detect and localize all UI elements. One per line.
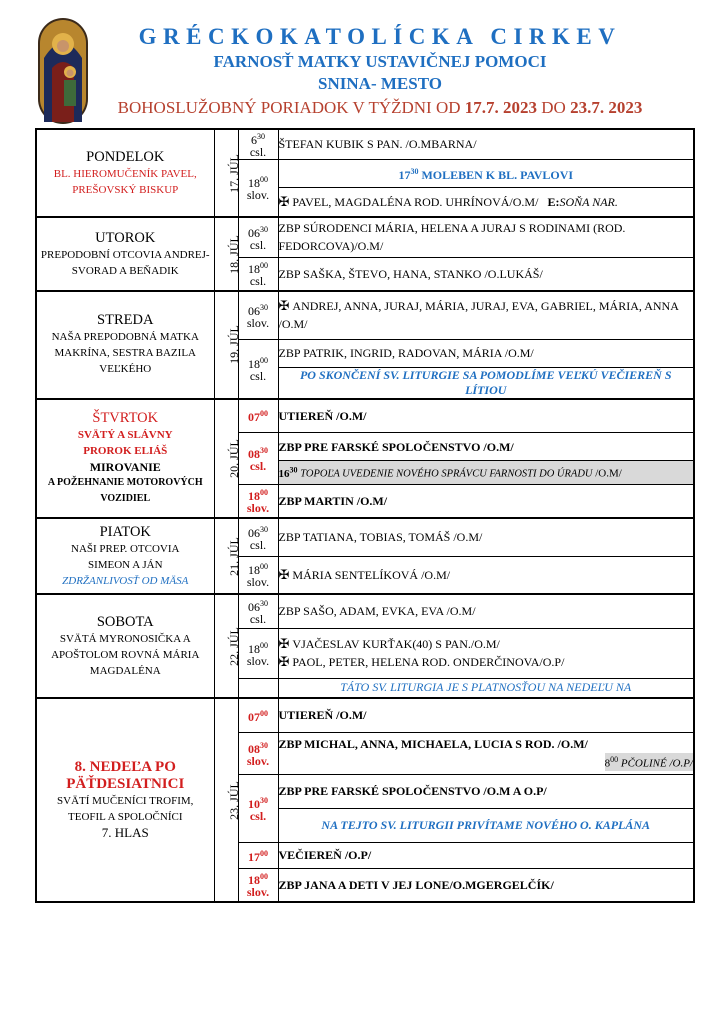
intention: ZBP PRE FARSKÉ SPOLOČENSTVO /O.M/ bbox=[278, 433, 694, 461]
table-row bbox=[36, 594, 694, 628]
table-row bbox=[36, 518, 694, 556]
intention: ZBP PRE FARSKÉ SPOLOČENSTVO /O.M A O.P/ bbox=[278, 774, 694, 808]
date-label: 18. JÚL bbox=[226, 234, 241, 274]
time-cell: $6^{30}$ csl. bbox=[238, 129, 278, 159]
table-row bbox=[36, 698, 694, 732]
table-row bbox=[36, 217, 694, 257]
day-cell-monday: PONDELOK BL. HIEROMUČENÍK PAVEL, PREŠOVSKÝ BISKUP bbox=[36, 129, 214, 217]
cross-icon: ✠ bbox=[278, 298, 290, 314]
time-cell: $06^{30}$ csl. bbox=[238, 518, 278, 556]
time-cell: $18^{00}$ slov. bbox=[238, 868, 278, 902]
time-cell: $06^{30}$ csl. bbox=[238, 217, 278, 257]
intention: ✠ MÁRIA SENTELÍKOVÁ /O.M/ bbox=[278, 556, 694, 594]
time-cell: $18^{00}$ csl. bbox=[238, 257, 278, 291]
time-cell: $06^{30}$ csl. bbox=[238, 594, 278, 628]
intention: ZBP PATRIK, INGRID, RADOVAN, MÁRIA /O.M/ bbox=[278, 339, 694, 367]
day-cell-friday: PIATOK NAŠI PREP. OTCOVIA SIMEON A JÁN ZDRŽANLIVOSŤ OD MÄSA bbox=[36, 518, 214, 594]
cross-icon: ✠ bbox=[278, 566, 290, 582]
time-cell: $18^{00}$ slov. bbox=[238, 159, 278, 217]
time-cell: $18^{00}$ slov. bbox=[238, 556, 278, 594]
event-note: TÁTO SV. LITURGIA JE S PLATNOSŤOU NA NEDEĽU NA bbox=[278, 678, 694, 698]
table-row bbox=[36, 291, 694, 339]
date-label: 22. JÚL bbox=[226, 626, 241, 666]
table-row bbox=[36, 129, 694, 159]
intention: ✠ ANDREJ, ANNA, JURAJ, MÁRIA, JURAJ, EVA, GABRIEL, MÁRIA, ANNA /O.M/ bbox=[278, 291, 694, 339]
day-cell-sunday: 8. NEDEĽA PO PÄŤDESIATNICI SVÄTÍ MUČENÍCI TROFIM, TEOFIL A SPOLOČNÍCI 7. HLAS bbox=[36, 698, 214, 902]
intention: ZBP SAŠKA, ŠTEVO, HANA, STANKO /O.LUKÁŠ/ bbox=[278, 257, 694, 291]
intention: ZBP MICHAL, ANNA, MICHAELA, LUCIA S ROD. /O.M/ $8^{00}$ PČOLINÉ /O.P/ bbox=[278, 732, 694, 774]
intention: UTIEREŇ /O.M/ bbox=[278, 399, 694, 433]
event-note: NA TEJTO SV. LITURGII PRIVÍTAME NOVÉHO O. KAPLÁNA bbox=[278, 808, 694, 842]
day-cell-saturday: SOBOTA SVÄTÁ MYRONOSIČKA A APOŠTOLOM ROVNÁ MÁRIA MAGDALÉNA bbox=[36, 594, 214, 698]
time-cell: $17^{00}$ bbox=[238, 842, 278, 868]
day-cell-tuesday: UTOROK PREPODOBNÍ OTCOVIA ANDREJ-SVORAD A BEŇADIK bbox=[36, 217, 214, 291]
time-cell: $18^{00}$ slov. bbox=[238, 484, 278, 518]
time-cell: $07^{00}$ bbox=[238, 698, 278, 732]
intention: ✠ PAVEL, MAGDALÉNA ROD. UHRÍNOVÁ/O.M/ E:SOŇA NAR. bbox=[278, 187, 694, 217]
date-label: 19. JÚL bbox=[226, 325, 241, 365]
event-note: $17^{30}$ MOLEBEN K BL. PAVLOVI bbox=[278, 159, 694, 187]
time-cell: $08^{30}$ csl. bbox=[238, 433, 278, 485]
town-name: SNINA- MESTO bbox=[318, 74, 442, 93]
intention: ŠTEFAN KUBIK S PAN. /O.MBARNA/ bbox=[278, 129, 694, 159]
intention: ZBP SÚRODENCI MÁRIA, HELENA A JURAJ S RODINAMI (ROD. FEDORCOVA)/O.M/ bbox=[278, 217, 694, 257]
cross-icon: ✠ bbox=[278, 636, 290, 652]
time-cell: $07^{00}$ bbox=[238, 399, 278, 433]
intention: UTIEREŇ /O.M/ bbox=[278, 698, 694, 732]
date-label: 17. JÚL bbox=[226, 153, 241, 193]
schedule-range: BOHOSLUŽOBNÝ PORIADOK V TÝŽDNI OD 17.7. 2023 DO 23.7. 2023 bbox=[117, 98, 643, 117]
time-cell: $18^{00}$ csl. bbox=[238, 339, 278, 399]
day-cell-wednesday: STREDA NAŠA PREPODOBNÁ MATKA MAKRÍNA, SESTRA BAZILA VEĽKÉHO bbox=[36, 291, 214, 399]
intention: ZBP MARTIN /O.M/ bbox=[278, 484, 694, 518]
day-cell-thursday: ŠTVRTOK SVÄTÝ A SLÁVNY PROROK ELIÁŠ MIROVANIE A POŽEHNANIE MOTOROVÝCH VOZIDIEL bbox=[36, 399, 214, 519]
parish-name: FARNOSŤ MATKY USTAVIČNEJ POMOCI bbox=[213, 52, 547, 71]
intention: ZBP TATIANA, TOBIAS, TOMÁŠ /O.M/ bbox=[278, 518, 694, 556]
date-label: 20. JÚL bbox=[226, 438, 241, 478]
intention: ZBP JANA A DETI V JEJ LONE/O.MGERGELČÍK/ bbox=[278, 868, 694, 902]
event-note: $16^{30}$ TOPOĽA UVEDENIE NOVÉHO SPRÁVCU FARNOSTI DO ÚRADU /O.M/ bbox=[278, 461, 694, 485]
date-label: 21. JÚL bbox=[226, 536, 241, 576]
intention: ✠ VJAČESLAV KURŤAK(40) S PAN./O.M/ ✠ PAOL, PETER, HELENA ROD. ONDERČINOVA/O.P/ bbox=[278, 628, 694, 678]
event-note: $8^{00}$ PČOLINÉ /O.P/ bbox=[604, 755, 693, 770]
cross-icon: ✠ bbox=[278, 193, 290, 209]
time-cell: $08^{30}$ slov. bbox=[238, 732, 278, 774]
event-note: PO SKONČENÍ SV. LITURGIE SA POMODLÍME VEĽKÚ VEČIEREŇ S LÍTIOU bbox=[278, 367, 694, 399]
church-title: GRÉCKOKATOLÍCKA CIRKEV bbox=[138, 24, 622, 49]
time-cell: $10^{30}$ csl. bbox=[238, 774, 278, 842]
cross-icon: ✠ bbox=[278, 654, 290, 670]
schedule-table bbox=[35, 128, 695, 903]
time-cell: $06^{30}$ slov. bbox=[238, 291, 278, 339]
time-cell: $18^{00}$ slov. bbox=[238, 628, 278, 678]
table-row bbox=[36, 399, 694, 433]
intention: VEČIEREŇ /O.P/ bbox=[278, 842, 694, 868]
intention: ZBP SAŠO, ADAM, EVKA, EVA /O.M/ bbox=[278, 594, 694, 628]
date-label: 23. JÚL bbox=[226, 780, 241, 820]
